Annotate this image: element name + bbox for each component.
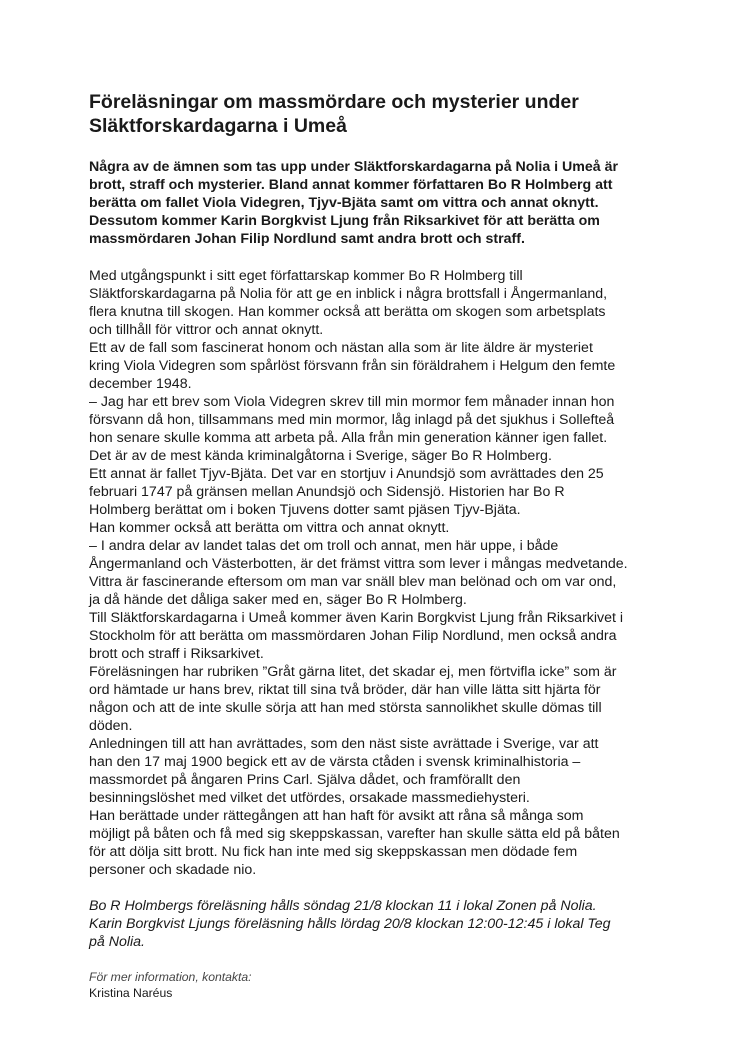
body-line: hon senare skulle komma att arbeta på. Alla från min generation känner igen fallet.	[89, 430, 608, 446]
body-line: besinningslöshet med vilket det utfördes, orsakade massmediehysteri.	[89, 790, 530, 806]
lead-line: Några av de ämnen som tas upp under Släktforskardagarna på Nolia i Umeå är	[89, 159, 619, 175]
page-title	[89, 90, 689, 138]
body-line: flera knutna till skogen. Han kommer också att berätta om skogen som arbetsplats	[89, 304, 606, 320]
body-line: februari 1747 på gränsen mellan Anundsjö och Sidensjö. Historien har Bo R	[89, 484, 565, 500]
body-line: Det är av de mest kända kriminalgåtorna i Sverige, säger Bo R Holmberg.	[89, 448, 552, 464]
body-line: han den 17 maj 1900 begick ett av de värsta ctåden i svensk kriminalhistoria –	[89, 754, 581, 770]
body-line: och tillhåll för vittror och annat oknytt.	[89, 322, 324, 338]
event-info	[89, 897, 689, 951]
body-line: ja då hände det dåliga saker med en, säger Bo R Holmberg.	[89, 592, 467, 608]
event-line: Bo R Holmbergs föreläsning hålls söndag 21/8 klockan 11 i lokal Zonen på Nolia.	[89, 898, 597, 914]
body-line: personer och skadade nio.	[89, 862, 257, 878]
body-line: Släktforskardagarna på Nolia för att ge en inblick i några brottsfall i Ångermanland,	[89, 286, 608, 302]
body-line: brott och straff i Riksarkivet.	[89, 646, 264, 662]
body-line: december 1948.	[89, 376, 192, 392]
title-line: Föreläsningar om massmördare och mysterier under	[89, 91, 579, 113]
body-line: Han berättade under rättegången att han haft för avsikt att råna så många som	[89, 808, 584, 824]
lead-line: Dessutom kommer Karin Borgkvist Ljung från Riksarkivet för att berätta om	[89, 213, 600, 229]
lead-paragraph	[89, 158, 689, 248]
press-release	[89, 90, 689, 1001]
lead-line: brott, straff och mysterier. Bland annat kommer författaren Bo R Holmberg att	[89, 177, 613, 193]
event-line: på Nolia.	[89, 934, 145, 950]
lead-line: massmördaren Johan Filip Nordlund samt andra brott och straff.	[89, 231, 525, 247]
body-line: – I andra delar av landet talas det om troll och annat, men här uppe, i både	[89, 538, 559, 554]
event-line: Karin Borgkvist Ljungs föreläsning hålls lördag 20/8 klockan 12:00-12:45 i lokal Teg	[89, 916, 611, 932]
body-line: försvann då hon, tillsammans med min mormor, låg inlagd på det sjukhus i Sollefteå	[89, 412, 615, 428]
body-line: Ett annat är fallet Tjyv-Bjäta. Det var en stortjuv i Anundsjö som avrättades den 25	[89, 466, 604, 482]
body-line: massmordet på ångaren Prins Carl. Själva dådet, och framförallt den	[89, 772, 521, 788]
body-line: Vittra är fascinerande eftersom om man var snäll blev man belönad och om var ond,	[89, 574, 617, 590]
body-line: Stockholm för att berätta om massmördaren Johan Filip Nordlund, men också andra	[89, 628, 617, 644]
body-line: någon och att de inte skulle sörja att han med största sannolikhet skulle dömas till	[89, 700, 602, 716]
body-line: kring Viola Videgren som spårlöst försvann från sin föräldrahem i Helgum den femte	[89, 358, 616, 374]
body-line: möjligt på båten och få med sig skeppskassan, varefter han skulle sätta eld på båten	[89, 826, 620, 842]
body-line: Ett av de fall som fascinerat honom och nästan alla som är lite äldre är mysteriet	[89, 340, 593, 356]
body-line: döden.	[89, 718, 133, 734]
body-line: Anledningen till att han avrättades, som den näst siste avrättade i Sverige, var att	[89, 736, 599, 752]
body-line: Han kommer också att berätta om vittra och annat oknytt.	[89, 520, 450, 536]
body-line: ord hämtade ur hans brev, riktat till sina två bröder, där han ville lätta sitt hjärta för	[89, 682, 601, 698]
contact-label: För mer information, kontakta:	[89, 970, 252, 984]
contact-name: Kristina Naréus	[89, 986, 173, 1000]
body-line: Med utgångspunkt i sitt eget författarskap kommer Bo R Holmberg till	[89, 268, 523, 284]
body-line: – Jag har ett brev som Viola Videgren skrev till min mormor fem månader innan hon	[89, 394, 615, 410]
lead-line: berätta om fallet Viola Videgren, Tjyv-Bjäta samt om vittra och annat oknytt.	[89, 195, 599, 211]
body-line: Ångermanland och Västerbotten, är det främst vittra som lever i mångas medvetande.	[89, 556, 628, 572]
title-line: Släktforskardagarna i Umeå	[89, 115, 347, 137]
body-line: Föreläsningen har rubriken ”Gråt gärna litet, det skadar ej, men förtvifla icke” som är	[89, 664, 617, 680]
body-line: för att dölja sitt brott. Nu fick han inte med sig skeppskassan men dödade fem	[89, 844, 578, 860]
contact-block	[89, 969, 689, 1001]
body-line: Holmberg berättat om i boken Tjuvens dotter samt pjäsen Tjyv-Bjäta.	[89, 502, 521, 518]
body-text	[89, 267, 689, 879]
body-line: Till Släktforskardagarna i Umeå kommer även Karin Borgkvist Ljung från Riksarkivet i	[89, 610, 624, 626]
